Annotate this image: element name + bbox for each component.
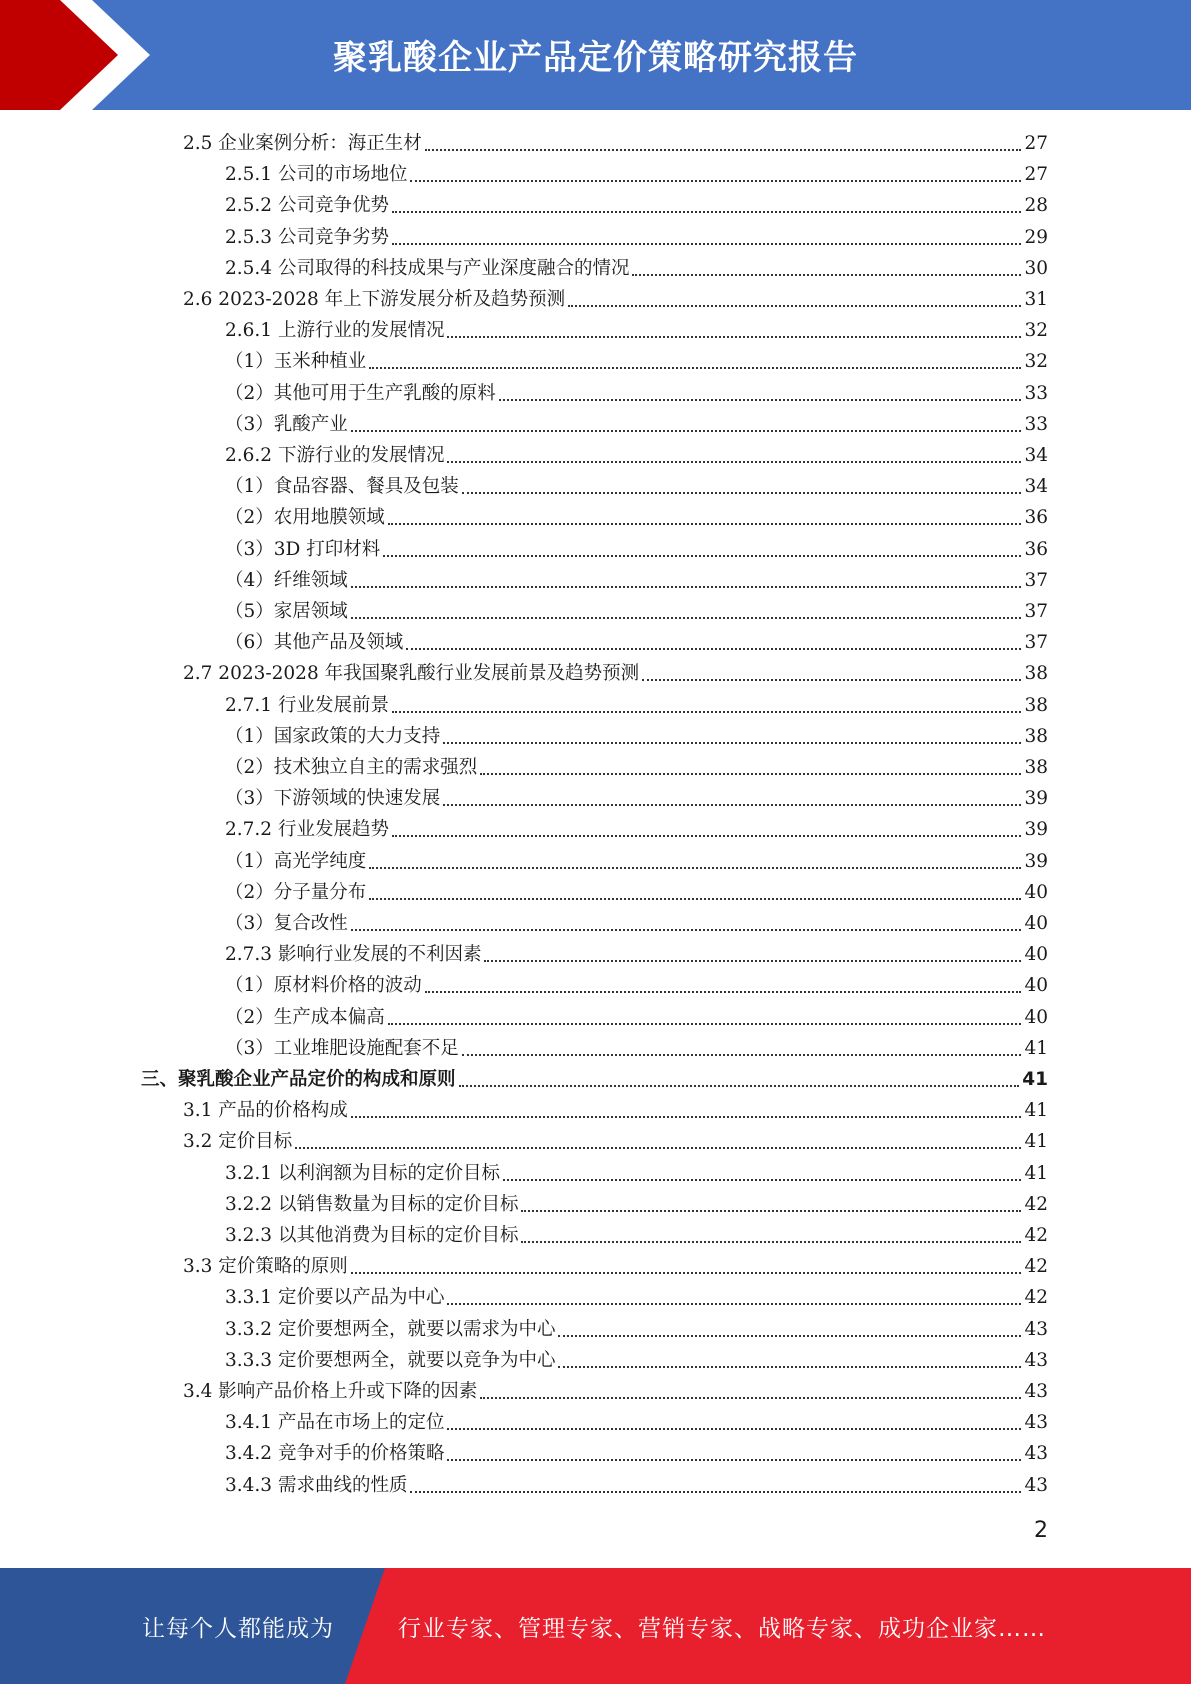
toc-entry-label: （5）家居领域 [225,601,348,622]
toc-dot-leader [383,555,1021,557]
toc-dot-leader [443,742,1021,744]
toc-entry[interactable] [225,1220,1048,1251]
toc-entry[interactable] [225,846,1048,877]
toc-entry-label: （2）分子量分布 [225,881,367,903]
toc-dot-leader [447,1459,1021,1461]
toc-entry-page: 42 [1024,1256,1048,1278]
toc-entry[interactable] [183,1126,1048,1157]
toc-entry-label: 3.2.3 以其他消费为目标的定价目标 [225,1225,519,1246]
toc-entry[interactable] [225,690,1048,721]
toc-entry-page: 36 [1024,538,1048,560]
toc-dot-leader [521,1210,1021,1212]
toc-entry-page: 43 [1024,1381,1048,1402]
toc-entry-page: 42 [1024,1225,1048,1246]
toc-entry-label: 3.4.1 产品在市场上的定位 [225,1412,445,1434]
page-number: 2 [1034,1518,1048,1543]
toc-entry[interactable] [225,190,1048,221]
toc-entry[interactable] [183,1251,1048,1282]
toc-dot-leader [447,336,1021,338]
toc-entry-label: 2.6.2 下游行业的发展情况 [225,445,445,466]
toc-dot-leader [558,1335,1021,1337]
toc-entry[interactable] [225,1033,1048,1064]
toc-dot-leader [443,804,1021,806]
toc-dot-leader [425,991,1022,993]
toc-entry-label: 3.3.2 定价要想两全，就要以需求为中心 [225,1318,556,1340]
toc-entry[interactable] [225,1314,1048,1345]
toc-dot-leader [351,929,1022,931]
toc-dot-leader [521,1241,1021,1243]
toc-entry-label: 2.5.1 公司的市场地位 [225,164,408,186]
toc-dot-leader [392,243,1021,245]
toc-entry[interactable] [225,534,1048,565]
toc-dot-leader [388,1023,1022,1025]
toc-entry-page: 32 [1024,351,1048,373]
toc-entry[interactable] [225,596,1048,627]
toc-entry-page: 27 [1024,133,1048,154]
toc-dot-leader [392,835,1021,837]
toc-dot-leader [369,367,1021,369]
toc-entry-page: 40 [1024,881,1048,903]
toc-entry-label: 3.4 影响产品价格上升或下降的因素 [183,1381,478,1402]
toc-entry[interactable] [225,378,1048,409]
toc-entry-label: （3）复合改性 [225,913,348,934]
toc-entry-label: 2.5.3 公司竞争劣势 [225,226,389,248]
toc-entry-label: （3）乳酸产业 [225,413,348,435]
toc-entry[interactable] [225,315,1048,346]
toc-dot-leader [369,867,1021,869]
toc-entry-page: 41 [1024,1162,1048,1184]
toc-dot-leader [406,648,1021,650]
footer-slogan-right: 行业专家、管理专家、营销专家、战略专家、成功企业家…… [398,1616,1046,1642]
toc-dot-leader [462,492,1022,494]
toc-entry-label: 3.3 定价策略的原则 [183,1256,348,1278]
toc-dot-leader [503,1179,1021,1181]
toc-entry-page: 38 [1024,694,1048,716]
toc-entry-page: 37 [1024,601,1048,622]
toc-entry-page: 42 [1024,1193,1048,1215]
toc-entry-label: （2）技术独立自主的需求强烈 [225,757,478,778]
toc-entry-page: 27 [1024,164,1048,186]
toc-entry-label: （4）纤维领域 [225,569,348,591]
toc-entry-label: （1）国家政策的大力支持 [225,725,441,747]
toc-entry-page: 34 [1024,445,1048,466]
toc-entry-page: 32 [1024,320,1048,342]
toc-entry-label: （3）3D 打印材料 [225,538,381,560]
toc-dot-leader [392,211,1021,213]
toc-dot-leader [410,1491,1021,1493]
toc-entry-label: （3）工业堆肥设施配套不足 [225,1037,459,1059]
toc-entry-page: 37 [1024,632,1048,654]
toc-entry[interactable] [225,1189,1048,1220]
toc-entry-page: 41 [1024,1100,1048,1122]
toc-entry[interactable] [225,814,1048,845]
toc-dot-leader [484,960,1021,962]
toc-dot-leader [642,679,1021,681]
toc-dot-leader [480,1397,1021,1399]
toc-entry-page: 33 [1024,413,1048,435]
toc-entry[interactable] [225,502,1048,533]
toc-dot-leader [351,1272,1022,1274]
toc-entry[interactable] [225,1002,1048,1033]
toc-dot-leader [351,1116,1022,1118]
toc-dot-leader [568,305,1021,307]
toc-entry-label: 3.2.2 以销售数量为目标的定价目标 [225,1193,519,1215]
toc-entry-page: 34 [1024,476,1048,498]
toc-entry-page: 40 [1024,944,1048,966]
toc-entry-page: 36 [1024,507,1048,529]
toc-entry[interactable] [183,1095,1048,1126]
toc-dot-leader [447,1428,1021,1430]
toc-dot-leader [351,617,1022,619]
toc-entry-page: 38 [1024,663,1048,685]
toc-entry[interactable] [225,409,1048,440]
toc-entry-page: 43 [1024,1349,1048,1371]
toc-entry-page: 37 [1024,569,1048,591]
toc-entry-label: 2.5 企业案例分析：海正生材 [183,133,422,154]
toc-entry[interactable] [225,939,1048,970]
toc-entry-label: （1）食品容器、餐具及包装 [225,476,459,498]
toc-entry[interactable] [225,1282,1048,1313]
toc-entry[interactable] [225,346,1048,377]
toc-entry[interactable] [225,565,1048,596]
toc-entry-page: 40 [1024,1006,1048,1028]
toc-entry-label: 3.3.3 定价要想两全，就要以竞争为中心 [225,1349,556,1371]
toc-entry-label: 3.2.1 以利润额为目标的定价目标 [225,1162,500,1184]
toc-dot-leader [462,1054,1022,1056]
toc-entry-page: 42 [1024,1287,1048,1309]
toc-entry-label: 2.7.2 行业发展趋势 [225,819,389,841]
toc-entry[interactable] [225,253,1048,284]
toc-dot-leader [480,773,1021,775]
toc-entry-page: 41 [1022,1069,1048,1090]
toc-entry-page: 33 [1024,382,1048,404]
toc-entry-label: 3.1 产品的价格构成 [183,1100,348,1122]
toc-entry[interactable] [225,1407,1048,1438]
toc-entry[interactable] [141,1064,1048,1095]
toc-dot-leader [425,149,1022,151]
toc-entry-page: 38 [1024,725,1048,747]
toc-entry[interactable] [225,159,1048,190]
toc-entry-label: （3）下游领域的快速发展 [225,788,441,810]
toc-entry-label: （2）农用地膜领域 [225,507,385,529]
toc-entry-label: （2）生产成本偏高 [225,1006,385,1028]
toc-entry[interactable] [225,1438,1048,1469]
toc-entry-label: 2.7.3 影响行业发展的不利因素 [225,944,482,966]
toc-entry-page: 41 [1024,1131,1048,1153]
toc-entry-label: 3.3.1 定价要以产品为中心 [225,1287,445,1309]
toc-entry[interactable] [225,721,1048,752]
toc-dot-leader [369,898,1021,900]
toc-entry-label: 2.5.2 公司竞争优势 [225,195,389,217]
toc-entry-page: 43 [1024,1474,1048,1496]
toc-dot-leader [558,1366,1021,1368]
toc-entry[interactable] [225,627,1048,658]
toc-entry[interactable] [225,752,1048,783]
toc-entry-page: 39 [1024,850,1048,872]
toc-entry[interactable] [225,877,1048,908]
toc-entry[interactable] [225,908,1048,939]
report-title: 聚乳酸企业产品定价策略研究报告 [333,38,858,78]
toc-entry-page: 43 [1024,1443,1048,1465]
toc-entry[interactable] [225,1470,1048,1501]
toc-entry-page: 29 [1024,226,1048,248]
toc-entry[interactable] [183,1376,1048,1407]
toc-entry-page: 43 [1024,1412,1048,1434]
toc-entry-page: 40 [1024,975,1048,997]
footer-slogan-left: 让每个人都能成为 [142,1616,334,1642]
toc-dot-leader [499,399,1022,401]
toc-entry-label: 2.5.4 公司取得的科技成果与产业深度融合的情况 [225,257,630,279]
toc-entry[interactable] [183,658,1048,689]
toc-entry[interactable] [225,783,1048,814]
toc-dot-leader [392,711,1021,713]
toc-entry-label: 3.4.2 竞争对手的价格策略 [225,1443,445,1465]
toc-entry-page: 41 [1024,1037,1048,1059]
toc-entry-label: 2.7 2023-2028 年我国聚乳酸行业发展前景及趋势预测 [183,663,640,685]
toc-entry-label: 三、聚乳酸企业产品定价的构成和原则 [141,1069,456,1090]
toc-entry-page: 31 [1024,289,1048,310]
toc-entry-page: 43 [1024,1318,1048,1340]
toc-entry[interactable] [183,284,1048,315]
toc-entry-label: 2.6.1 上游行业的发展情况 [225,320,445,342]
toc-entry-page: 30 [1024,257,1048,279]
toc-dot-leader [351,586,1022,588]
toc-entry-page: 39 [1024,788,1048,810]
toc-dot-leader [388,523,1022,525]
toc-dot-leader [459,1085,1020,1087]
toc-dot-leader [447,1303,1021,1305]
toc-entry-label: （6）其他产品及领域 [225,632,404,654]
toc-entry-page: 28 [1024,195,1048,217]
toc-entry[interactable] [183,128,1048,159]
toc-entry-page: 39 [1024,819,1048,841]
toc-entry-label: （1）玉米种植业 [225,351,367,373]
toc-dot-leader [295,1147,1021,1149]
header-banner [0,0,1191,110]
toc-dot-leader [410,180,1021,182]
toc-dot-leader [351,430,1022,432]
toc-entry[interactable] [225,970,1048,1001]
toc-entry-label: （1）高光学纯度 [225,850,367,872]
toc-entry-label: 3.4.3 需求曲线的性质 [225,1474,408,1496]
toc-entry[interactable] [225,440,1048,471]
footer-banner [0,1568,1191,1684]
toc-entry[interactable] [225,1158,1048,1189]
toc-entry-label: （2）其他可用于生产乳酸的原料 [225,382,496,404]
toc-entry-label: 2.7.1 行业发展前景 [225,694,389,716]
toc-entry-page: 40 [1024,913,1048,934]
toc-dot-leader [632,274,1021,276]
toc-entry-page: 38 [1024,757,1048,778]
toc-entry-label: 2.6 2023-2028 年上下游发展分析及趋势预测 [183,289,566,310]
toc-dot-leader [447,461,1021,463]
toc-entry-label: （1）原材料价格的波动 [225,975,422,997]
toc-entry[interactable] [225,222,1048,253]
toc-entry[interactable] [225,471,1048,502]
toc-entry[interactable] [225,1345,1048,1376]
toc-entry-label: 3.2 定价目标 [183,1131,293,1153]
